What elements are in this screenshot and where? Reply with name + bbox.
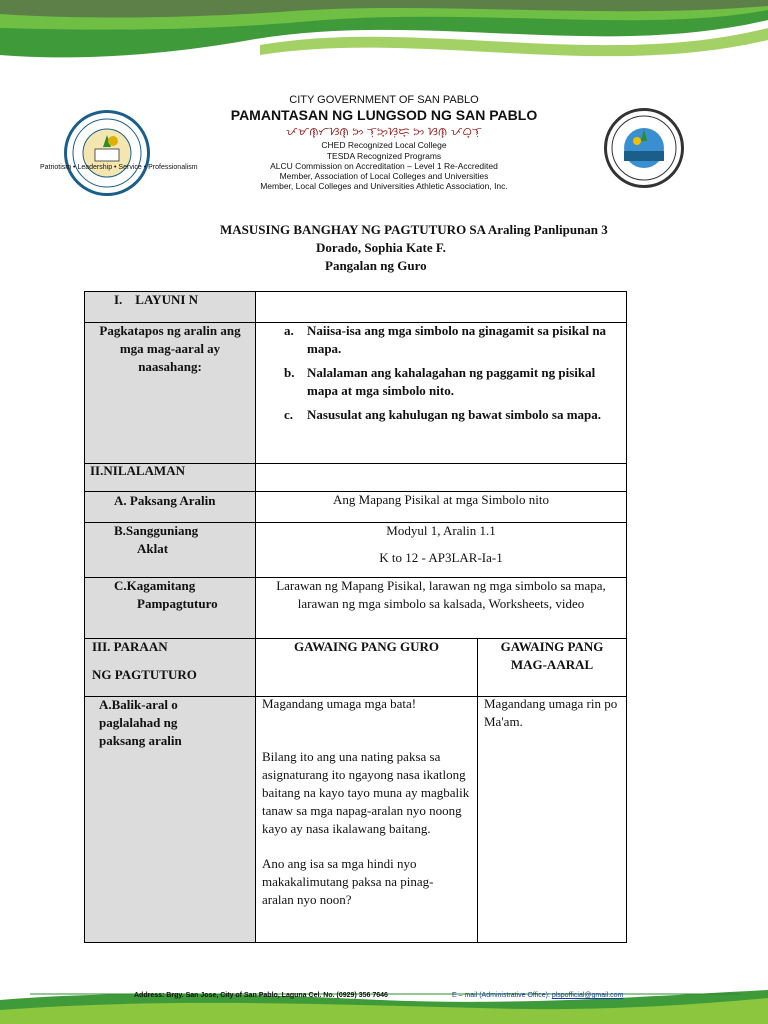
alcu-membership: Member, Association of Local Colleges and Universities — [279, 171, 489, 181]
objective-b: Nalalaman ang kahalagahan ng paggamit ng pisikal mapa at mga simbolo nito. — [307, 365, 596, 398]
nilalaman-label: II.NILALAMAN — [90, 463, 185, 478]
teacher-name: Dorado, Sophia Kate F. — [316, 240, 446, 255]
kagamitan-value: Larawan ng Mapang Pisikal, larawan ng mga simbolo sa mapa, larawan ng mga simbolo sa kalsada, Worksheets, video — [276, 578, 606, 611]
header-swoosh — [0, 0, 768, 90]
sanggunian-value-2: K to 12 - AP3LAR-Ia-1 — [379, 550, 503, 565]
paraan-label-2: NG PAGTUTURO — [92, 667, 197, 682]
kagamitan-label-2: Pampagtuturo — [137, 596, 218, 611]
university-name: PAMANTASAN NG LUNGSOD NG SAN PABLO — [230, 107, 538, 123]
mag-aaral-greeting: Magandang umaga rin po Ma'am. — [484, 696, 618, 729]
objective-c-marker: c. — [284, 407, 294, 422]
objective-a-marker: a. — [284, 323, 294, 338]
kagamitan-label-1: C.Kagamitang — [114, 578, 196, 593]
nilalaman-value-cell — [255, 463, 627, 492]
layunin-value-cell — [255, 291, 627, 323]
footer-address: Address: Brgy. San Jose, City of San Pablo, Laguna Cel. No. (0929) 356 7646 — [134, 992, 388, 999]
objective-b-marker: b. — [284, 365, 295, 380]
paksang-value: Ang Mapang Pisikal at mga Simbolo nito — [333, 492, 549, 507]
guro-greeting: Magandang umaga mga bata! — [262, 696, 417, 711]
lesson-plan-title: MASUSING BANGHAY NG PAGTUTURO SA Araling Panlipunan 3 — [220, 222, 608, 237]
sanggunian-value-1: Modyul 1, Aralin 1.1 — [386, 523, 496, 538]
baybayin-text: ᜉᜋᜈ᜔ᜆᜐᜈ᜔ ᜅ ᜎᜓᜅ᜔ᜐᜓᜇ᜔ ᜅ ᜐᜈ᜔ ᜉᜊ᜔ᜎᜓ — [286, 125, 482, 138]
sanggunian-label-1: B.Sangguniang — [114, 523, 199, 538]
tagline: Patriotism • Leadership • Service • Professionalism — [40, 164, 198, 171]
guro-question: Ano ang isa sa mga hindi nyo makakalimutang paksa na pinag-aralan nyo noon? — [262, 856, 434, 907]
footer-email-link[interactable]: plspofficial@gmail.com — [551, 992, 624, 999]
paksang-label: A. Paksang Aralin — [114, 493, 216, 508]
balik-label: A.Balik-aral o paglalahad ng paksang aralin — [99, 697, 182, 748]
mag-aaral-header: GAWAING PANG MAG-AARAL — [500, 639, 604, 672]
guro-header: GAWAING PANG GURO — [294, 639, 439, 654]
city-government: CITY GOVERNMENT OF SAN PABLO — [289, 94, 479, 106]
paraan-label-1: III. PARAAN — [92, 639, 168, 654]
footer-email-label — [452, 992, 623, 999]
alcu-accreditation: ALCU Commission on Accreditation – Level 1 Re-Accredited — [270, 161, 498, 171]
pagkatapos-label: Pagkatapos ng aralin ang mga mag-aaral ay naasahang: — [99, 323, 241, 374]
objective-c: Nasusulat ang kahulugan ng bawat simbolo sa mapa. — [307, 407, 602, 422]
teacher-name-label: Pangalan ng Guro — [325, 258, 427, 273]
sanggunian-label-2: Aklat — [137, 541, 169, 556]
footer-email-prefix: E – mail (Administrative Office): — [452, 992, 552, 999]
tesda-recognition: TESDA Recognized Programs — [326, 151, 442, 161]
ched-recognition: CHED Recognized Local College — [321, 140, 447, 150]
guro-intro: Bilang ito ang una nating paksa sa asignaturang ito ngayong nasa ikatlong baitang na kayo tayo muna ay magbalik tanaw sa mga napag-aralan nyo noong kayo ay nasa ikalawang baitang. — [262, 749, 470, 836]
mag-aaral-activity-cell — [477, 696, 627, 943]
layunin-label: I. LAYUNI N — [114, 292, 199, 307]
athletic-membership: Member, Local Colleges and Universities Athletic Association, Inc. — [260, 181, 508, 191]
objective-a: Naiisa-isa ang mga simbolo na ginagamit sa pisikal na mapa. — [307, 323, 607, 356]
